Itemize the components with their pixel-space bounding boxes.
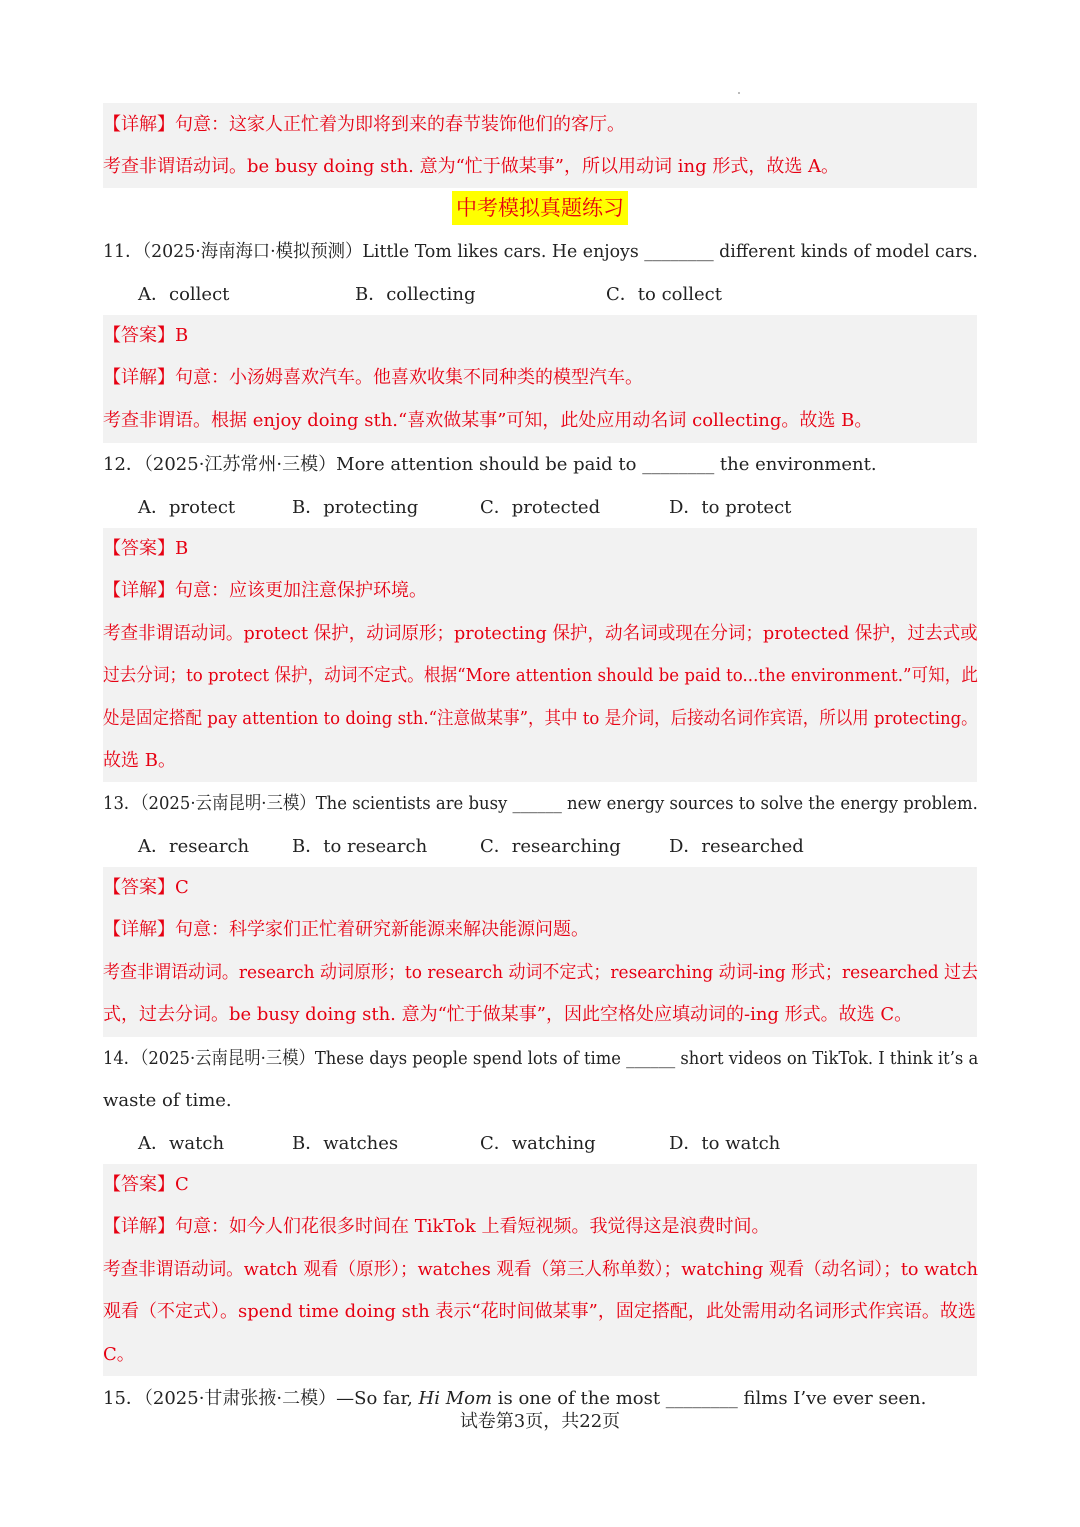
analysis-line: 考查非谓语动词。be busy doing sth. 意为“忙于做某事”，所以用动词 ing 形式，故选 A。 <box>103 156 840 177</box>
question-15-prefix: 15．（2025·甘肃张掖·二模）—So far, <box>103 1388 419 1409</box>
option-c: C．researching <box>480 836 621 857</box>
analysis-line: 考查非谓语动词。research 动词原形；to research 动词不定式；researching 动词-ing 形式；researched 过去 <box>103 962 979 983</box>
option-a: A．protect <box>138 497 236 518</box>
page-footer: 试卷第3页，共22页 <box>459 1411 621 1432</box>
answer-line: 【答案】C <box>103 877 189 898</box>
option-b: B．to research <box>292 836 428 857</box>
film-title: Hi Mom <box>418 1388 493 1409</box>
option-b: B．protecting <box>292 497 419 518</box>
option-d: D．researched <box>669 836 804 857</box>
option-b: B．collecting <box>355 284 476 305</box>
analysis-line: 考查非谓语动词。protect 保护，动词原形；protecting 保护，动名词或现在分词；protected 保护，过去式或 <box>103 623 978 644</box>
analysis-line: 处是固定搭配 pay attention to doing sth.“注意做某事”，其中 to 是介词，后接动名词作宾语，所以用 protecting。 <box>103 708 978 729</box>
question-14-stem: 14．（2025·云南昆明·三模）These days people spend lots of time ______ short videos on TikTok. I think it’s a <box>103 1048 979 1069</box>
q12-answer-block <box>103 528 977 782</box>
option-d: D．to watch <box>669 1133 781 1154</box>
answer-line: 【答案】B <box>103 538 189 559</box>
question-14-stem-continued: waste of time. <box>103 1090 232 1111</box>
detail-line: 【详解】句意：应该更加注意保护环境。 <box>103 580 427 601</box>
detail-line: 【详解】句意：小汤姆喜欢汽车。他喜欢收集不同种类的模型汽车。 <box>103 367 643 388</box>
scan-dot <box>738 92 740 94</box>
option-a: A．collect <box>138 284 230 305</box>
analysis-line: 观看（不定式）。spend time doing sth 表示“花时间做某事”，固定搭配，此处需用动名词形式作宾语。故选 <box>103 1301 976 1322</box>
question-15-stem <box>103 1387 926 1411</box>
option-a: A．watch <box>138 1133 225 1154</box>
q14-answer-block <box>103 1164 977 1376</box>
section-title: 中考模拟真题练习 <box>452 191 628 225</box>
question-11-stem: 11．（2025·海南海口·模拟预测）Little Tom likes cars. He enjoys ________ different kinds of model cars. <box>103 241 978 262</box>
option-c: C．protected <box>480 497 601 518</box>
option-c: C．watching <box>480 1133 596 1154</box>
question-13-stem: 13．（2025·云南昆明·三模）The scientists are busy ______ new energy sources to solve the energy problem. <box>103 793 978 814</box>
analysis-line: 考查非谓语动词。watch 观看（原形）；watches 观看（第三人称单数）；watching 观看（动名词）；to watch <box>103 1259 978 1280</box>
option-b: B．watches <box>292 1133 399 1154</box>
analysis-line: 考查非谓语。根据 enjoy doing sth.“喜欢做某事”可知，此处应用动名词 collecting。故选 B。 <box>103 410 873 431</box>
answer-line: 【答案】B <box>103 325 189 346</box>
analysis-line: 式，过去分词。be busy doing sth. 意为“忙于做某事”，因此空格处应填动词的-ing 形式。故选 C。 <box>103 1004 913 1025</box>
question-12-stem: 12．（2025·江苏常州·三模）More attention should be paid to ________ the environment. <box>103 454 877 475</box>
detail-line: 【详解】句意：科学家们正忙着研究新能源来解决能源问题。 <box>103 919 589 940</box>
q10-explanation-block <box>103 103 977 188</box>
q13-answer-block <box>103 867 977 1037</box>
option-a: A．research <box>138 836 250 857</box>
q11-answer-block <box>103 315 977 443</box>
detail-line: 【详解】句意：这家人正忙着为即将到来的春节装饰他们的客厅。 <box>103 114 625 135</box>
analysis-line: 过去分词；to protect 保护，动词不定式。根据“More attention should be paid to...the environment.”可知，此 <box>103 665 978 686</box>
answer-line: 【答案】C <box>103 1174 189 1195</box>
option-c: C．to collect <box>606 284 722 305</box>
analysis-line: 故选 B。 <box>103 750 176 771</box>
analysis-line: C。 <box>103 1344 135 1365</box>
detail-line: 【详解】句意：如今人们花很多时间在 TikTok 上看短视频。我觉得这是浪费时间。 <box>103 1216 770 1237</box>
question-15-suffix: is one of the most ________ films I’ve ever seen. <box>492 1388 927 1409</box>
option-d: D．to protect <box>669 497 792 518</box>
